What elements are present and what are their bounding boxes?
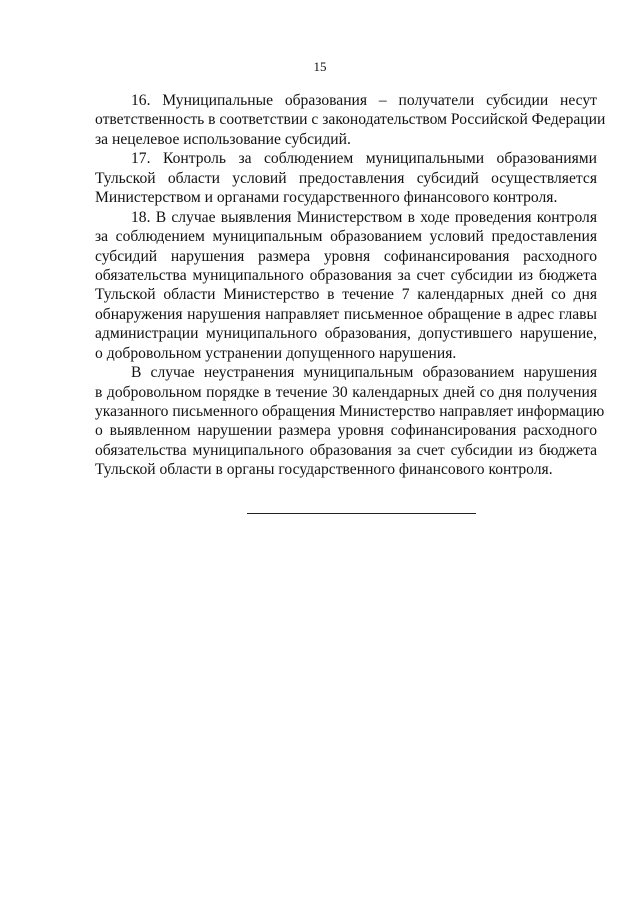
text-line: 18. В случае выявления Министерством в ходе проведения контроля [131,208,597,226]
end-separator-line [247,513,476,514]
text-line: администрации муниципального образования, допустившего нарушение, [95,325,597,343]
page-number: 15 [313,59,327,74]
text-line: 16. Муниципальные образования – получатели субсидии несут [131,92,597,109]
text-line: Тульской области Министерство в течение 7 календарных дней со дня [95,286,597,304]
text-line: обнаружения нарушения направляет письменное обращение в адрес главы [95,305,597,323]
text-line: за соблюдением муниципальным образованием условий предоставления [95,228,597,246]
text-line: субсидий нарушения размера уровня софинансирования расходного [95,247,597,265]
text-line: Тульской области в органы государственного финансового контроля. [95,461,553,479]
paragraph-16 [95,91,606,149]
text-line: Министерством и органами государственного финансового контроля. [95,189,558,207]
text-line: В случае неустранения муниципальным образованием нарушения [131,364,597,382]
text-line: обязательства муниципального образования за счет субсидии из бюджета [95,441,597,459]
text-line: о добровольном устранении допущенного нарушения. [95,344,457,362]
text-line: указанного письменного обращения Министерство направляет информацию [95,403,605,420]
document-body [95,91,606,480]
text-line: Тульской области условий предоставления субсидий осуществляется [95,169,597,187]
text-line: 17. Контроль за соблюдением муниципальными образованиями [131,150,597,168]
text-line: о выявленном нарушении размера уровня софинансирования расходного [95,422,597,440]
text-line: обязательства муниципального образования за счет субсидии из бюджета [95,266,597,284]
paragraph-17 [95,149,597,207]
text-line: в добровольном порядке в течение 30 календарных дней со дня получения [95,383,597,401]
paragraph-18 [95,208,597,364]
text-line: ответственность в соответствии с законодательством Российской Федерации [95,111,606,129]
paragraph-18-continued [95,363,605,480]
text-line: за нецелевое использование субсидий. [95,130,351,148]
